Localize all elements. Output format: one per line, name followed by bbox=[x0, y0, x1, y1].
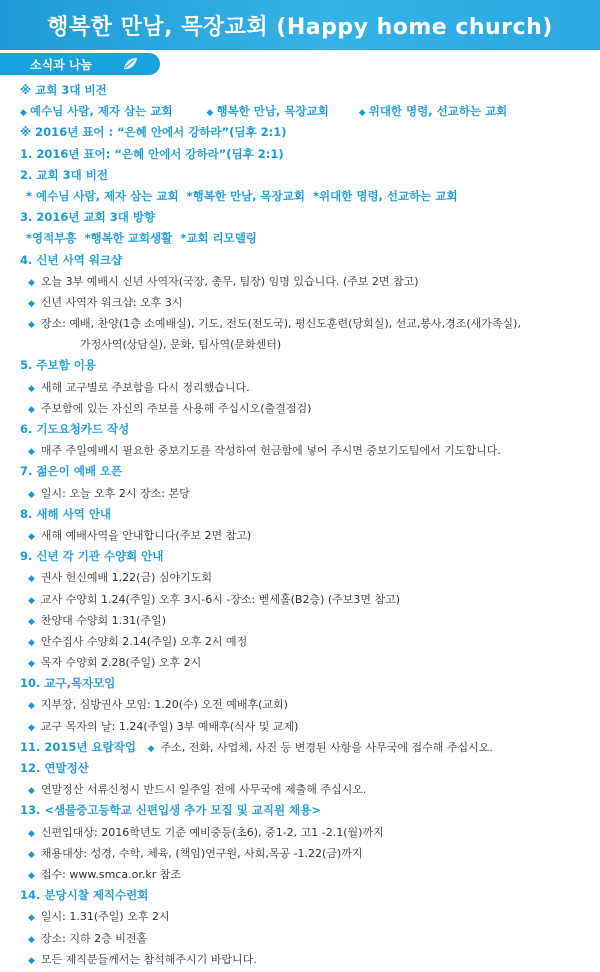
diamond-bullet-icon: ◆ bbox=[28, 595, 35, 606]
diamond-bullet-icon: ◆ bbox=[28, 404, 35, 415]
list-item-continuation: 가정사역(상담실), 문화, 팀사역(문화센터) bbox=[80, 338, 282, 352]
list-item: ◆ 지부장, 심방권사 모임: 1.20(수) 오전 예배후(교회) bbox=[28, 698, 288, 712]
list-item: ◆ 주보함에 있는 자신의 주보를 사용해 주십시오(출결점검) bbox=[28, 401, 312, 415]
list-item: ◆ 오늘 3부 예배시 신년 사역자(국장, 총무, 팀장) 임명 있습니다. (주보 2면 참고) bbox=[28, 274, 419, 288]
list-item: ◆ 장소: 예배, 찬양(1층 소예배실), 기도, 전도(전도국), 평신도훈련(당회실), 선교,봉사,경조(새가족실), bbox=[28, 317, 521, 331]
diamond-bullet-icon: ◆ bbox=[28, 722, 35, 733]
vision-item: 위대한 명령, 선교하는 교회 bbox=[368, 104, 508, 119]
diamond-bullet-icon: ◆ bbox=[28, 934, 35, 945]
list-item: ◆ 교사 수양회 1.24(주일) 오후 3시-6시 -장소: 벧세홀(B2층) (주보3면 참고) bbox=[28, 592, 401, 606]
diamond-bullet-icon: ◆ bbox=[28, 298, 35, 309]
section-heading-4: 4. 신년 사역 워크샵 bbox=[20, 252, 123, 267]
section-11-text: 주소, 전화, 사업체, 사진 등 변경된 사항을 사무국에 접수해 주십시오. bbox=[160, 740, 493, 754]
diamond-bullet-icon: ◆ bbox=[28, 637, 35, 648]
diamond-bullet-icon: ◆ bbox=[28, 574, 35, 585]
diamond-bullet-icon: ◆ bbox=[28, 531, 35, 542]
section-heading-13: 13. <샘물중고등학교 신편입생 추가 모집 및 교직원 채용> bbox=[20, 803, 321, 818]
vision-item: * 예수님 사람, 제자 삼는 교회 bbox=[26, 188, 179, 203]
list-item: ◆ 일시: 1.31(주일) 오후 2시 bbox=[28, 910, 170, 924]
section-heading-7: 7. 젊은이 예배 오픈 bbox=[20, 464, 123, 479]
diamond-bullet-icon: ◆ bbox=[28, 955, 35, 966]
vision-item: 행복한 만남, 목장교회 bbox=[216, 104, 329, 119]
page-title: 행복한 만남, 목장교회 (Happy home church) bbox=[47, 14, 553, 40]
direction-item: *교회 리모델링 bbox=[180, 231, 257, 246]
diamond-bullet-icon: ◆ bbox=[28, 786, 35, 797]
vision-item: *위대한 명령, 선교하는 교회 bbox=[312, 188, 458, 203]
diamond-bullet-icon: ◆ bbox=[28, 870, 35, 881]
header-banner bbox=[0, 0, 600, 50]
list-item: ◆ 찬양대 수양회 1.31(주일) bbox=[28, 613, 166, 627]
diamond-bullet-icon: ◆ bbox=[28, 913, 35, 924]
diamond-bullet-icon: ◆ bbox=[28, 489, 35, 500]
section-heading-10: 10. 교구,목자모임 bbox=[20, 676, 116, 691]
section-heading-3: 3. 2016년 교회 3대 방향 bbox=[20, 210, 156, 225]
list-item: ◆ 매주 주일예배시 필요한 중보기도를 작성하여 헌금함에 넣어 주시면 중보기도팀에서 기도합니다. bbox=[28, 444, 501, 458]
vision-item: *행복한 만남, 목장교회 bbox=[186, 188, 305, 203]
list-item: ◆ 권사 헌신예배 1.22(금) 심야기도회 bbox=[28, 571, 212, 585]
section-label-bar bbox=[0, 53, 160, 75]
list-item: ◆ 신년 사역자 워크샵: 오후 3시 bbox=[28, 295, 183, 309]
direction-item: *행복한 교회생활 bbox=[84, 231, 173, 246]
section-heading-11: 11. 2015년 요람작업 bbox=[20, 739, 136, 754]
section-heading-12: 12. 연말정산 bbox=[20, 761, 89, 775]
list-item: ◆ 새해 예배사역을 안내합니다(주보 2면 참고) bbox=[28, 528, 252, 542]
list-item: ◆ 모든 제직분들께서는 참석해주시기 바랍니다. bbox=[28, 952, 257, 966]
list-item: ◆ 교구 목자의 날: 1.24(주일) 3부 예배후(식사 및 교제) bbox=[28, 719, 299, 733]
section-heading-2: 2. 교회 3대 비전 bbox=[20, 167, 108, 182]
visions-marker: ※ 교회 3대 비전 bbox=[20, 83, 107, 97]
section-heading-9: 9. 신년 각 기관 수양회 안내 bbox=[20, 549, 164, 564]
section-heading-1: 1. 2016년 표어: “은혜 안에서 강하라”(딤후 2:1) bbox=[20, 146, 284, 161]
diamond-bullet-icon: ◆ bbox=[28, 447, 35, 458]
diamond-bullet-icon: ◆ bbox=[147, 743, 155, 754]
list-item: ◆ 장소: 지하 2층 비전홀 bbox=[28, 931, 148, 945]
list-item: ◆ 목자 수양회 2.28(주일) 오후 2시 bbox=[28, 656, 202, 670]
bulletin-content bbox=[20, 80, 590, 970]
diamond-bullet-icon: ◆ bbox=[206, 108, 214, 119]
list-item: ◆ 접수: www.smca.or.kr 참조 bbox=[28, 867, 181, 881]
leaf-icon bbox=[122, 56, 138, 72]
section-11-row bbox=[20, 737, 590, 758]
diamond-bullet-icon: ◆ bbox=[28, 616, 35, 627]
section-label: 소식과 나눔 bbox=[30, 57, 93, 72]
direction-item: *영적부흥 bbox=[26, 231, 77, 246]
list-item: ◆ 연말정산 서류신청시 반드시 일주일 전에 사무국에 제출해 주십시오. bbox=[28, 783, 367, 797]
section-heading-14: 14. 분당시찰 제직수련회 bbox=[20, 888, 149, 903]
diamond-bullet-icon: ◆ bbox=[28, 701, 35, 712]
list-item: ◆ 일시: 오늘 오후 2시 장소: 본당 bbox=[28, 486, 190, 500]
diamond-bullet-icon: ◆ bbox=[358, 108, 366, 119]
section-3-items bbox=[20, 228, 590, 249]
visions-row bbox=[20, 101, 590, 122]
diamond-bullet-icon: ◆ bbox=[28, 320, 35, 331]
diamond-bullet-icon: ◆ bbox=[28, 849, 35, 860]
diamond-bullet-icon: ◆ bbox=[28, 277, 35, 288]
diamond-bullet-icon: ◆ bbox=[28, 659, 35, 670]
section-heading-6: 6. 기도요청카드 작성 bbox=[20, 422, 130, 436]
diamond-bullet-icon: ◆ bbox=[28, 383, 35, 394]
section-heading-5: 5. 주보함 이용 bbox=[20, 358, 96, 373]
section-2-items bbox=[20, 186, 590, 207]
diamond-bullet-icon: ◆ bbox=[20, 108, 27, 119]
list-item: ◆ 신편입대상: 2016학년도 기준 예비중등(초6), 중1-2, 고1 -2.1(월)까지 bbox=[28, 825, 384, 839]
vision-item: 예수님 사람, 제자 삼는 교회 bbox=[29, 104, 173, 119]
list-item: ◆ 새해 교구별로 주보함을 다시 정리했습니다. bbox=[28, 380, 250, 394]
list-item: ◆ 채용대상: 성경, 수학, 체육, (책임)연구원, 사회,목공 -1.22(금)까지 bbox=[28, 846, 363, 860]
section-heading-8: 8. 새해 사역 안내 bbox=[20, 506, 112, 521]
list-item: ◆ 안수집사 수양회 2.14(주일) 오후 2시 예정 bbox=[28, 634, 248, 648]
diamond-bullet-icon: ◆ bbox=[28, 828, 35, 839]
motto-line: ※ 2016년 표어 : “은혜 안에서 강하라”(딤후 2:1) bbox=[20, 125, 287, 140]
